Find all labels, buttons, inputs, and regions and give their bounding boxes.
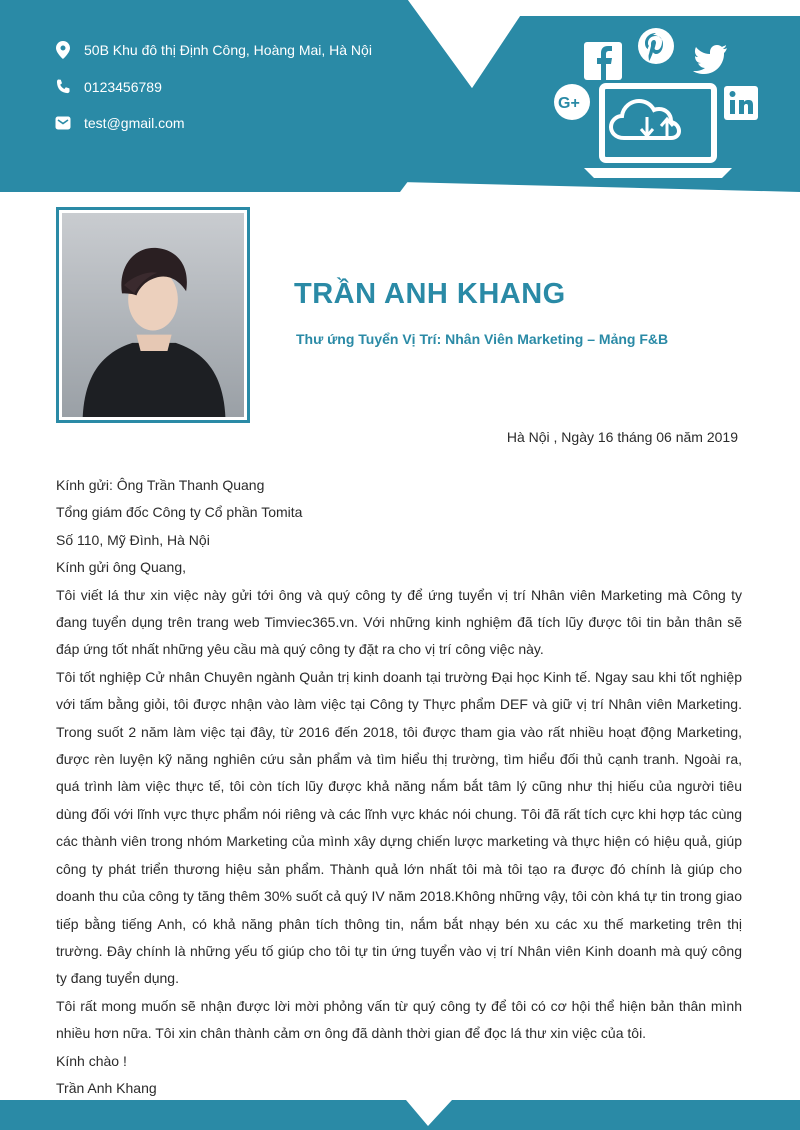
linkedin-icon: [724, 86, 758, 120]
profile-photo: [62, 213, 244, 417]
social-graphic: [548, 22, 768, 182]
paragraph-intro: Tôi viết lá thư xin việc này gửi tới ông và quý công ty để ứng tuyển vị trí Nhân viên Marketing mà Công ty đang tuyển dụng trên trang web Timviec365.vn. Với những kinh nghiệm đã tích lũy được tôi tin bản thân sẽ đáp ứng tốt nhất những yêu cầu mà quý công ty đặt ra cho vị trí công việc này.: [56, 586, 742, 658]
profile-photo-frame: [56, 207, 250, 423]
paragraph-closing: Tôi rất mong muốn sẽ nhận được lời mời phỏng vấn từ quý công ty để tôi có cơ hội thể hiện bản thân mình nhiều hơn nữa. Tôi xin chân thành cảm ơn ông đã dành thời gian để đọc lá thư xin việc của tôi.: [56, 997, 742, 1042]
laptop-cloud-icon: [584, 86, 732, 178]
pinterest-icon: [638, 28, 674, 64]
letter-body: [56, 472, 742, 1102]
svg-text:G+: G+: [558, 95, 580, 112]
salutation: Kính gửi ông Quang,: [56, 559, 187, 576]
location-icon: [54, 41, 72, 59]
phone-icon: [54, 78, 72, 96]
email-icon: [54, 114, 72, 132]
signature: Trần Anh Khang: [56, 1079, 157, 1096]
contact-address: [54, 41, 372, 59]
address-text: 50B Khu đô thị Định Công, Hoàng Mai, Hà Nội: [84, 42, 372, 58]
closing: Kính chào !: [56, 1052, 127, 1069]
paragraph-experience: Tôi tốt nghiệp Cử nhân Chuyên ngành Quản trị kinh doanh tại trường Đại học Kinh tế. Ngay sau khi tốt nghiệp với tấm bằng giỏi, tôi được nhận vào làm việc tại Công ty Thực phẩm DEF và giữ vị trí Nhân viên Marketing. Trong suốt 2 năm làm việc tại đây, từ 2016 đến 2018, tôi được tham gia vào rất nhiều hoạt động Marketing, được rèn luyện kỹ năng nghiên cứu sản phẩm và tìm hiểu thị trường, tìm hiểu đối thủ cạnh tranh. Ngoài ra, quá trình làm việc thực tế, tôi còn tích lũy được khả năng nắm bắt tâm lý cũng như thị hiếu của người tiêu dùng đối với lĩnh vực thực phẩm nói riêng và các lĩnh vực khác nói chung. Tôi đã rất tích cực khi hợp tác cùng các thành viên trong nhóm Marketing của mình xây dựng chiến lược marketing và thực hiện có hiệu quả, giúp công ty phát triển thương hiệu sản phẩm. Thành quả lớn nhất tôi mà tôi tạo ra được đó chính là giúp cho doanh thu của công ty tăng thêm 30% suốt cả quý IV năm 2018.Không những vậy, tôi còn khá tự tin trong giao tiếp bằng tiếng Anh, có khả năng phân tích thông tin, nắm bắt nhạy bén xu các xu thế marketing trên thị trường. Đây chính là những yếu tố giúp cho tôi tự tin ứng tuyển vào vị trí Nhân viên Kinh doanh mà quý công ty đang tuyển dụng.: [56, 668, 742, 987]
facebook-icon: [584, 42, 622, 80]
candidate-name: TRẦN ANH KHANG: [294, 278, 566, 310]
recipient-title: Tổng giám đốc Công ty Cổ phần Tomita: [56, 504, 303, 521]
letter-date: Hà Nội , Ngày 16 tháng 06 năm 2019: [506, 429, 738, 445]
recipient-address: Số 110, Mỹ Đình, Hà Nội: [56, 531, 210, 548]
twitter-icon: [693, 45, 727, 74]
contact-phone: [54, 78, 162, 96]
contact-email: [54, 114, 185, 132]
email-text: test@gmail.com: [84, 115, 185, 131]
recipient: Kính gửi: Ông Trần Thanh Quang: [56, 477, 265, 493]
footer-banner: [0, 1090, 800, 1130]
phone-text: 0123456789: [84, 79, 162, 95]
google-plus-icon: [554, 84, 590, 120]
application-position: Thư ứng Tuyển Vị Trí: Nhân Viên Marketing – Mảng F&B: [296, 331, 669, 347]
